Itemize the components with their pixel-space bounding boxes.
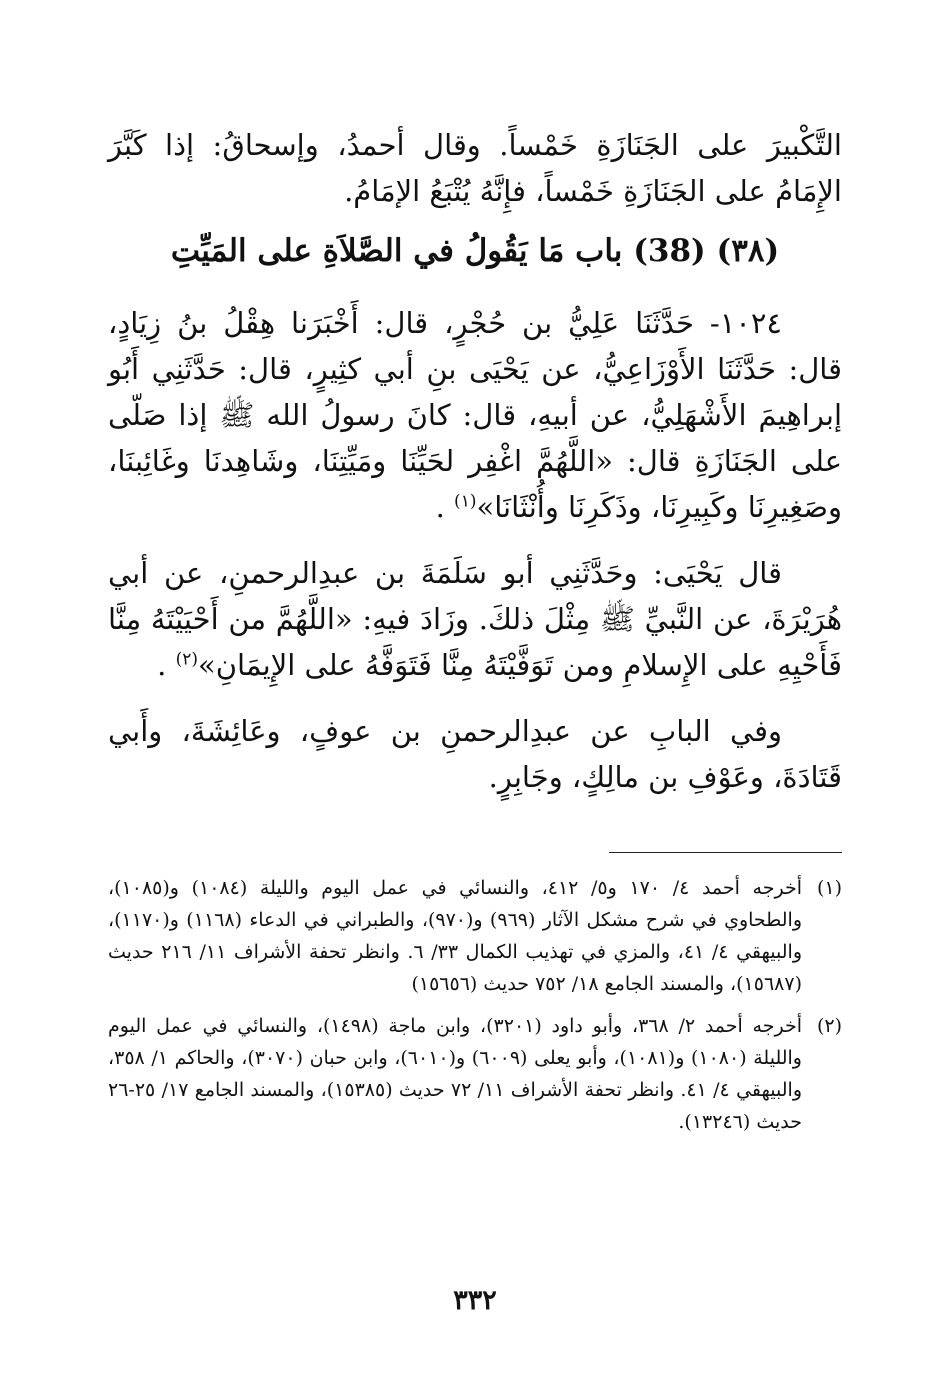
hadith-text: ١٠٢٤- حَدَّثَنَا عَلِيُّ بن حُجْرٍ، قال: أَخْبَرَنا هِقْلُ بنُ زِيَادٍ، قال: حَدَّثَنَا الأَوْزَاعِيُّ، عن يَحْيَى بنِ أبي كثِيرٍ، قال: حَدَّثَنِي أَبُو إبراهِيمَ الأَشْهَلِيُّ، عن أبيهِ، قال: كانَ رسولُ الله ﷺ إذا صَلّى على الجَنَازَةِ قال: «اللَّهُمَّ اغْفِر لحَيِّنَا ومَيِّتِنَا، وشَاهِدنَا وغَائِبنَا، وصَغِيرِنَا وكَبِيرِنَا، وذَكَرِنَا وأُنْثَانَا» bbox=[108, 306, 842, 524]
hadith-end: . bbox=[435, 490, 455, 524]
footnotes bbox=[108, 872, 842, 1148]
yahya-text: قال يَحْيَى: وحَدَّثَنِي أبو سَلَمَةَ بن عبدِالرحمنِ، عن أبي هُرَيْرَةَ، عن النَّبيِّ ﷺ مِثْلَ ذلكَ. وزَادَ فيهِ: «اللَّهُمَّ من أَحْيَيْتَهُ مِنَّا فَأَحْيِهِ على الإِسلامِ ومن تَوَفَّيْتَهُ مِنَّا فَتَوَفَّهُ على الإِيمَانِ» bbox=[108, 556, 842, 682]
intro-paragraph: التَّكْبيرَ على الجَنَازَةِ خَمْساً. وقال أحمدُ، وإسحاقُ: إذا كَبَّرَ الإِمَامُ على الجَنَازَةِ خَمْساً، فإِنَّهُ يُتْبَعُ الإمَامُ. bbox=[108, 128, 842, 208]
yahya-paragraph bbox=[108, 550, 842, 688]
main-text bbox=[108, 122, 842, 820]
bab-paragraph: وفي البابِ عن عبدِالرحمنِ بن عوفٍ، وعَائِشَةَ، وأَبي قَتَادَةَ، وعَوْفِ بن مالِكٍ، وجَابِرٍ. bbox=[108, 714, 842, 794]
footnote-item bbox=[108, 1010, 842, 1138]
footnote-number: (١) bbox=[816, 877, 842, 899]
footnote-marker-2[interactable]: (٢) bbox=[175, 649, 198, 670]
footnote-marker-1[interactable]: (١) bbox=[454, 491, 477, 512]
yahya-end: . bbox=[157, 648, 176, 682]
page-number: ٣٣٢ bbox=[453, 1285, 497, 1316]
footnote-item bbox=[108, 872, 842, 1000]
footnote-number: (٢) bbox=[816, 1015, 842, 1037]
footnote-text: أخرجه أحمد ٤/ ١٧٠ و٥/ ٤١٢، والنسائي في عمل اليوم والليلة (١٠٨٤) و(١٠٨٥)، والطحاوي في شرح مشكل الآثار (٩٦٩) و(٩٧٠)، والطبراني في الدعاء (١١٦٨) و(١١٧٠)، والبيهقي ٤/ ٤١، والمزي في تهذيب الكمال ٣٣/ ٦. وانظر تحفة الأشراف ١١/ ٢١٦ حديث (١٥٦٨٧)، والمسند الجامع ١٨/ ٧٥٢ حديث (١٥٦٥٦) bbox=[108, 877, 803, 995]
chapter-heading: (٣٨) (38) باب مَا يَقُولُ في الصَّلاَةِ على المَيِّتِ bbox=[170, 233, 780, 269]
footnote-divider bbox=[609, 852, 842, 853]
footnote-text: أخرجه أحمد ٢/ ٣٦٨، وأبو داود (٣٢٠١)، وابن ماجة (١٤٩٨)، والنسائي في عمل اليوم والليلة (١٠٨٠) و(١٠٨١)، وأبو يعلى (٦٠٠٩) و(٦٠١٠)، وابن حبان (٣٠٧٠)، والحاكم ١/ ٣٥٨، والبيهقي ٤/ ٤١. وانظر تحفة الأشراف ١١/ ٧٢ حديث (١٥٣٨٥)، والمسند الجامع ١٧/ ٢٥-٢٦ حديث (١٣٢٤٦). bbox=[108, 1015, 802, 1133]
hadith-paragraph bbox=[108, 300, 842, 530]
